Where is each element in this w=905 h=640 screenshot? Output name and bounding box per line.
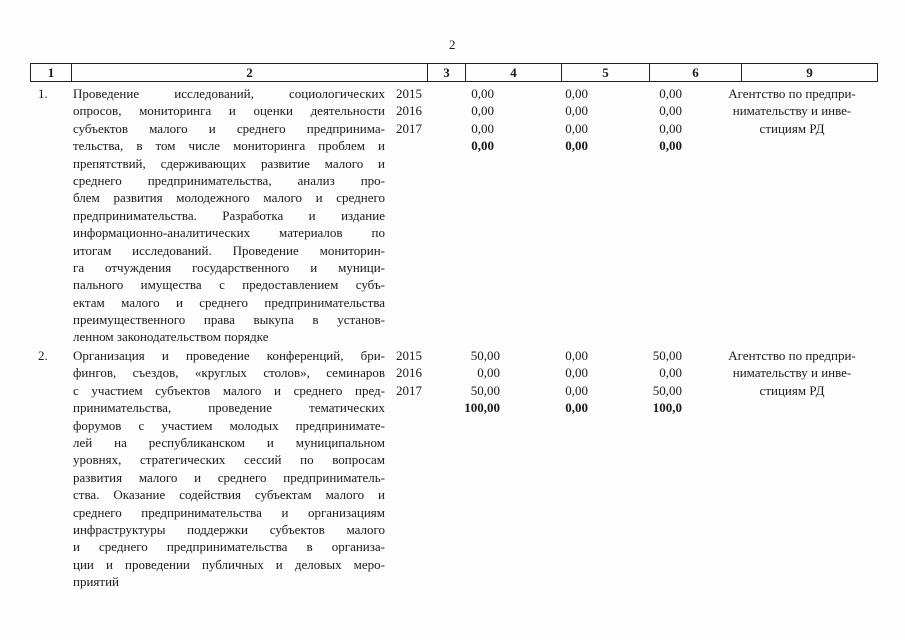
header-col-5: 5: [561, 64, 649, 81]
year-cell: 2015: [396, 86, 422, 101]
total-cell: 0,00: [565, 400, 588, 416]
value-cell: 0,00: [565, 365, 588, 381]
row-agency: [712, 347, 872, 399]
description-line: ленном законодательством порядке: [73, 329, 269, 345]
description-line: среднего предпринимательства и организациям: [73, 504, 385, 520]
col6-values: [636, 347, 682, 417]
value-cell: 0,00: [565, 120, 588, 136]
row-description: [73, 347, 385, 590]
description-line: уровнях, стратегических сессий по вопросам: [73, 452, 385, 468]
value-cell: 50,00: [652, 348, 682, 363]
row-number: 1.: [38, 86, 48, 101]
description-line: лей на республиканском и муниципальном: [73, 434, 385, 450]
value-cell: 0,00: [659, 86, 682, 101]
header-col-2: 2: [71, 64, 427, 81]
description-line: ства. Оказание содействия субъектам малого и: [73, 487, 385, 503]
value-cell: 0,00: [565, 103, 588, 119]
agency-line: нимательству и инве-: [732, 365, 852, 381]
description-line: ции и проведении публичных и деловых меро-: [73, 556, 385, 572]
value-cell: 0,00: [565, 86, 588, 101]
description-line: итогам исследований. Проведение мониторин-: [73, 242, 385, 258]
value-cell: 0,00: [471, 103, 494, 119]
value-cell: 0,00: [659, 103, 682, 119]
value-cell: 0,00: [565, 348, 588, 363]
row-description: [73, 85, 385, 346]
description-line: развития малого и среднего предприниматель-: [73, 469, 385, 485]
row-agency: [712, 85, 872, 137]
total-cell: 0,00: [471, 138, 494, 154]
agency-line: Агентство по предпри-: [728, 348, 856, 363]
description-line: приятий: [73, 574, 119, 590]
description-line: среднего предпринимательства, анализ про-: [73, 172, 385, 188]
description-line: форумов с участием молодых предпринимате-: [73, 417, 385, 433]
value-cell: 0,00: [477, 365, 500, 381]
description-line: ектам малого и среднего предпринимательства: [73, 294, 385, 310]
col6-values: [636, 85, 682, 155]
value-cell: 0,00: [659, 120, 682, 136]
header-col-1: 1: [47, 65, 55, 80]
agency-line: Агентство по предпри-: [728, 86, 856, 101]
row-years: [396, 85, 422, 137]
col4-values: [450, 85, 494, 155]
year-cell: 2016: [396, 103, 422, 119]
table-header: [30, 63, 878, 82]
description-line: принимательства, проведение тематических: [73, 400, 385, 416]
description-line: информационно-аналитических материалов по: [73, 225, 385, 241]
description-line: га отчуждения государственного и муници-: [73, 259, 385, 275]
description-line: предпринимательства. Разработка и издание: [73, 207, 385, 223]
description-line: и среднего предпринимательства в организа-: [73, 539, 385, 555]
header-col-4: 4: [465, 64, 561, 81]
col5-values: [548, 347, 588, 417]
agency-line: нимательству и инве-: [732, 103, 852, 119]
year-cell: 2016: [396, 365, 422, 381]
description-line: с участием субъектов малого и среднего пред-: [73, 382, 385, 398]
year-cell: 2015: [396, 348, 422, 363]
row-years: [396, 347, 422, 399]
description-line: Проведение исследований, социологических: [73, 86, 385, 101]
total-cell: 0,00: [659, 138, 682, 154]
value-cell: 0,00: [659, 365, 682, 381]
year-cell: 2017: [396, 120, 422, 136]
description-line: пального имущества с предоставлением субъ-: [73, 277, 385, 293]
total-cell: 0,00: [565, 138, 588, 154]
year-cell: 2017: [396, 382, 422, 398]
header-col-9: 9: [741, 64, 877, 81]
value-cell: 50,00: [470, 348, 500, 363]
description-line: препятствий, сдерживающих развитие малого и: [73, 155, 385, 171]
description-line: Организация и проведение конференций, бри-: [73, 348, 385, 363]
col5-values: [548, 85, 588, 155]
agency-line: стициям РД: [759, 382, 825, 398]
value-cell: 0,00: [471, 120, 494, 136]
page-number: 2: [449, 37, 456, 52]
agency-line: стициям РД: [759, 120, 825, 136]
description-line: преимущественного права выкупа в установ-: [73, 312, 385, 328]
total-cell: 100,00: [464, 400, 500, 416]
description-line: фингов, съездов, «круглых столов», семинаров: [73, 365, 385, 381]
header-col-6: 6: [649, 64, 741, 81]
description-line: инфраструктуры поддержки субъектов малого: [73, 521, 385, 537]
col4-values: [450, 347, 500, 417]
description-line: опросов, мониторинга и оценки деятельности: [73, 103, 385, 119]
header-col-3: 3: [427, 64, 465, 81]
description-line: тельства, в том числе мониторинга проблем и: [73, 138, 385, 154]
description-line: блем развития молодежного малого и среднего: [73, 190, 385, 206]
description-line: субъектов малого и среднего предпринима-: [73, 120, 385, 136]
value-cell: 0,00: [471, 86, 494, 101]
value-cell: 0,00: [565, 382, 588, 398]
row-number: 2.: [38, 348, 48, 363]
value-cell: 50,00: [652, 382, 682, 398]
value-cell: 50,00: [470, 382, 500, 398]
total-cell: 100,0: [652, 400, 682, 416]
